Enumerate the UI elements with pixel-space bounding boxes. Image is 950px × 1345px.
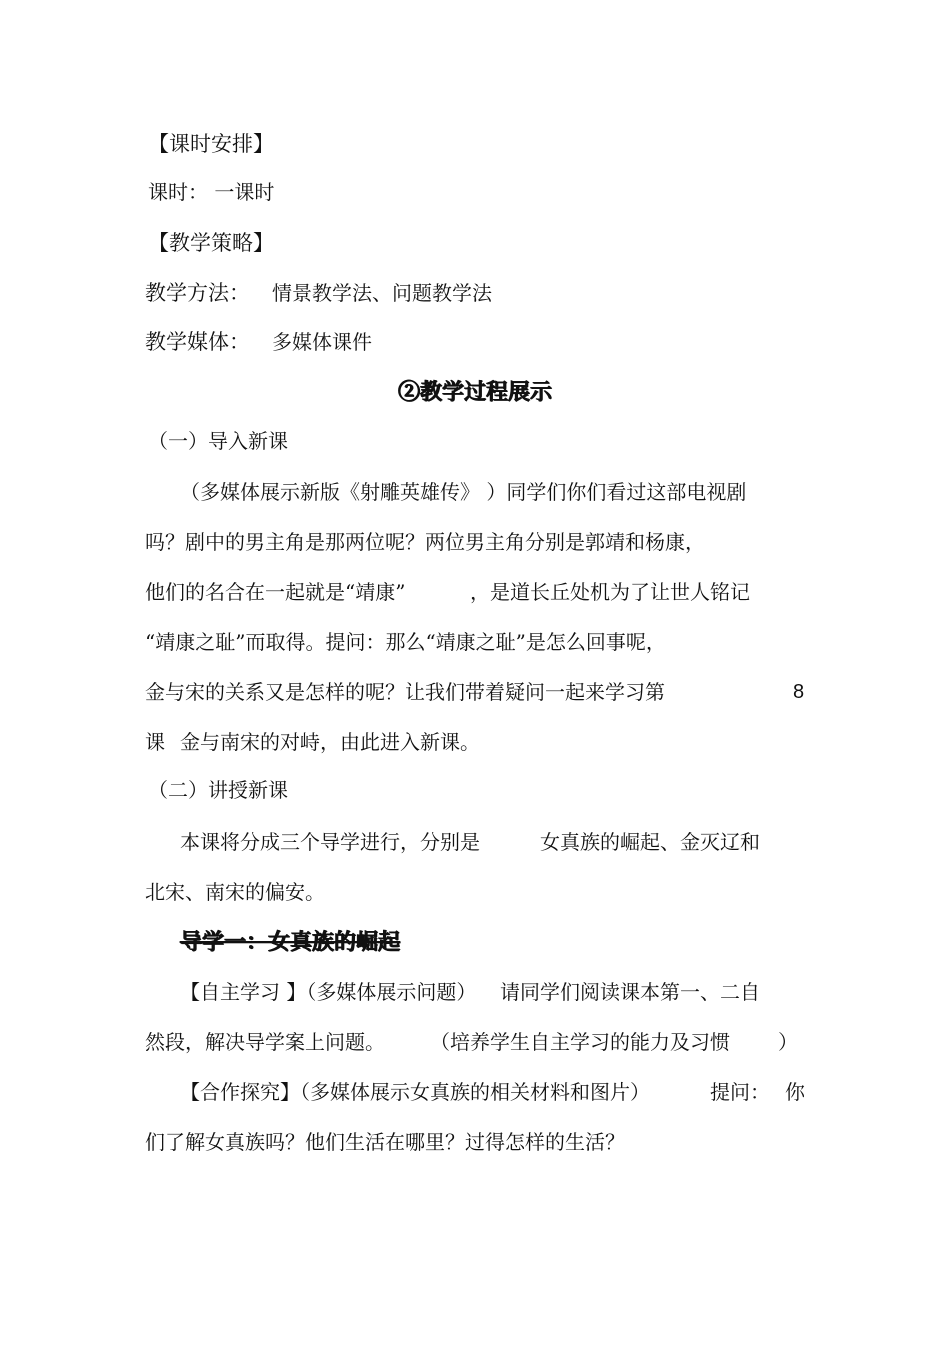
class-arrangement-heading: 【课时安排】 xyxy=(148,132,274,156)
self-study-line: 请同学们阅读课本第一、二自 xyxy=(500,980,760,1004)
intro-paragraph-line: 金与南宋的对峙，由此进入新课。 xyxy=(180,730,480,754)
intro-paragraph-line: 吗？剧中的男主角是那两位呢？两位男主角分别是郭靖和杨康， xyxy=(145,530,705,554)
lesson-number: 8 xyxy=(793,681,805,703)
lecture-paragraph-line: 北宋、南宋的偏安。 xyxy=(145,880,325,904)
section2-heading: （二）讲授新课 xyxy=(148,778,288,802)
coop-line: 【合作探究】（多媒体展示女真族的相关材料和图片） xyxy=(180,1080,650,1104)
self-study-line: ） xyxy=(778,1030,798,1054)
lecture-paragraph-line: 女真族的崛起、金灭辽和 xyxy=(540,830,760,854)
methods-value: 情景教学法、问题教学法 xyxy=(272,281,492,305)
self-study-line: 然段，解决导学案上问题。 xyxy=(145,1030,385,1054)
intro-paragraph-line: 课 xyxy=(145,730,165,754)
methods-label: 教学方法： xyxy=(145,281,250,305)
media-label: 教学媒体： xyxy=(145,330,250,354)
self-study-line: （培养学生自主学习的能力及习惯 xyxy=(430,1030,730,1054)
coop-line: 们了解女真族吗？他们生活在哪里？过得怎样的生活？ xyxy=(145,1130,625,1154)
process-heading: ②教学过程展示 xyxy=(398,379,553,405)
self-study-line: 【自主学习 】（多媒体展示问题） xyxy=(180,980,477,1004)
intro-paragraph-line: （多媒体展示新版《射雕英雄传》 ）同学们你们看过这部电视剧 xyxy=(180,480,747,504)
coop-line: 你 xyxy=(785,1080,805,1104)
guide1-heading: 导学一：女真族的崛起 xyxy=(180,929,401,955)
strategy-heading: 【教学策略】 xyxy=(148,231,274,255)
section1-heading: （一）导入新课 xyxy=(148,429,288,453)
class-hours: 课时： 一课时 xyxy=(148,180,275,204)
intro-paragraph-line: 他们的名合在一起就是“靖康” xyxy=(145,580,406,604)
coop-line: 提问： xyxy=(710,1080,770,1104)
intro-paragraph-line: ，是道长丘处机为了让世人铭记 xyxy=(470,580,750,604)
lecture-paragraph-line: 本课将分成三个导学进行，分别是 xyxy=(180,830,480,854)
intro-paragraph-line: 金与宋的关系又是怎样的呢？让我们带着疑问一起来学习第 xyxy=(145,680,665,704)
media-value: 多媒体课件 xyxy=(272,330,372,354)
intro-paragraph-line: “靖康之耻”而取得。提问：那么“靖康之耻”是怎么回事呢， xyxy=(145,630,666,654)
